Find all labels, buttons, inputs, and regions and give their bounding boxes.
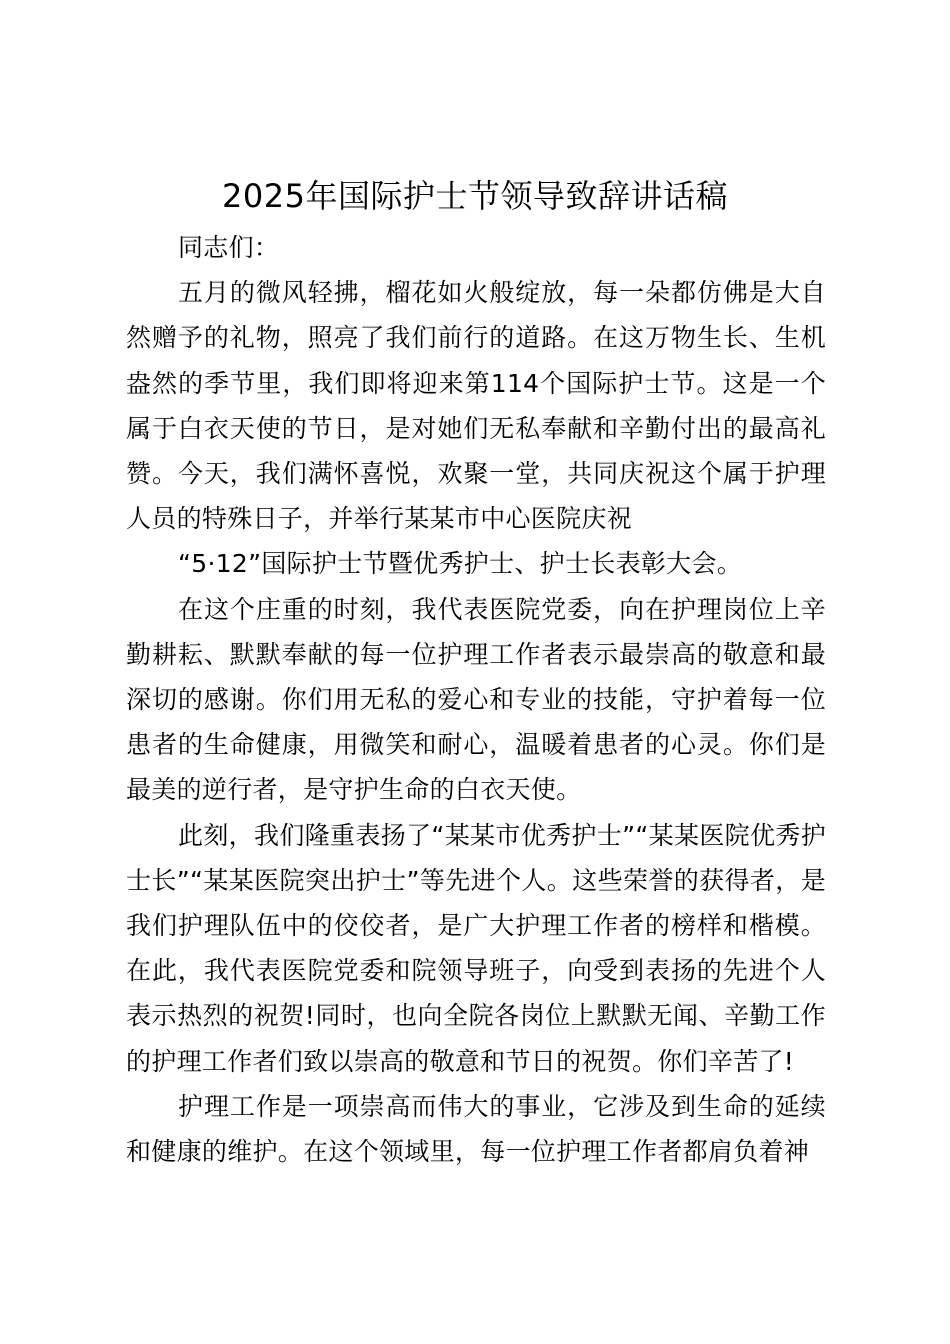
paragraph-opening: 五月的微风轻拂，榴花如火般绽放，每一朵都仿佛是大自然赠予的礼物，照亮了我们前行的道路。在这万物生长、生机盎然的季节里，我们即将迎来第114个国际护士节。这是一个属于白衣天使的节日，是对她们无私奉献和辛勤付出的最高礼赞。今天，我们满怀喜悦，欢聚一堂，共同庆祝这个属于护理人员的特殊日子，并举行某某市中心医院庆祝 [126,278,826,534]
document-title: 2025年国际护士节领导致辞讲话稿 [222,177,728,215]
paragraph-event-name: “5·12”国际护士节暨优秀护士、护士长表彰大会。 [178,549,743,579]
paragraph-nursing-career: 护理工作是一项崇高而伟大的事业，它涉及到生命的延续和健康的维护。在这个领域里，每一位护理工作者都肩负着神 [126,1091,826,1167]
paragraph-gratitude: 在这个庄重的时刻，我代表医院党委，向在护理岗位上辛勤耕耘、默默奉献的每一位护理工作者表示最崇高的敬意和最深切的感谢。你们用无私的爱心和专业的技能，守护着每一位患者的生命健康，用微笑和耐心，温暖着患者的心灵。你们是最美的逆行者，是守护生命的白衣天使。 [126,594,826,805]
document-body [126,225,826,1174]
paragraph-commendation: 此刻，我们隆重表扬了“某某市优秀护士”“某某医院优秀护士长”“某某医院突出护士”等先进个人。这些荣誉的获得者，是我们护理队伍中的佼佼者，是广大护理工作者的榜样和楷模。在此，我代表医院党委和院领导班子，向受到表扬的先进个人表示热烈的祝贺!同时，也向全院各岗位上默默无闻、辛勤工作的护理工作者们致以崇高的敬意和节日的祝贺。你们辛苦了! [126,820,826,1076]
paragraph-salutation: 同志们： [178,233,280,262]
